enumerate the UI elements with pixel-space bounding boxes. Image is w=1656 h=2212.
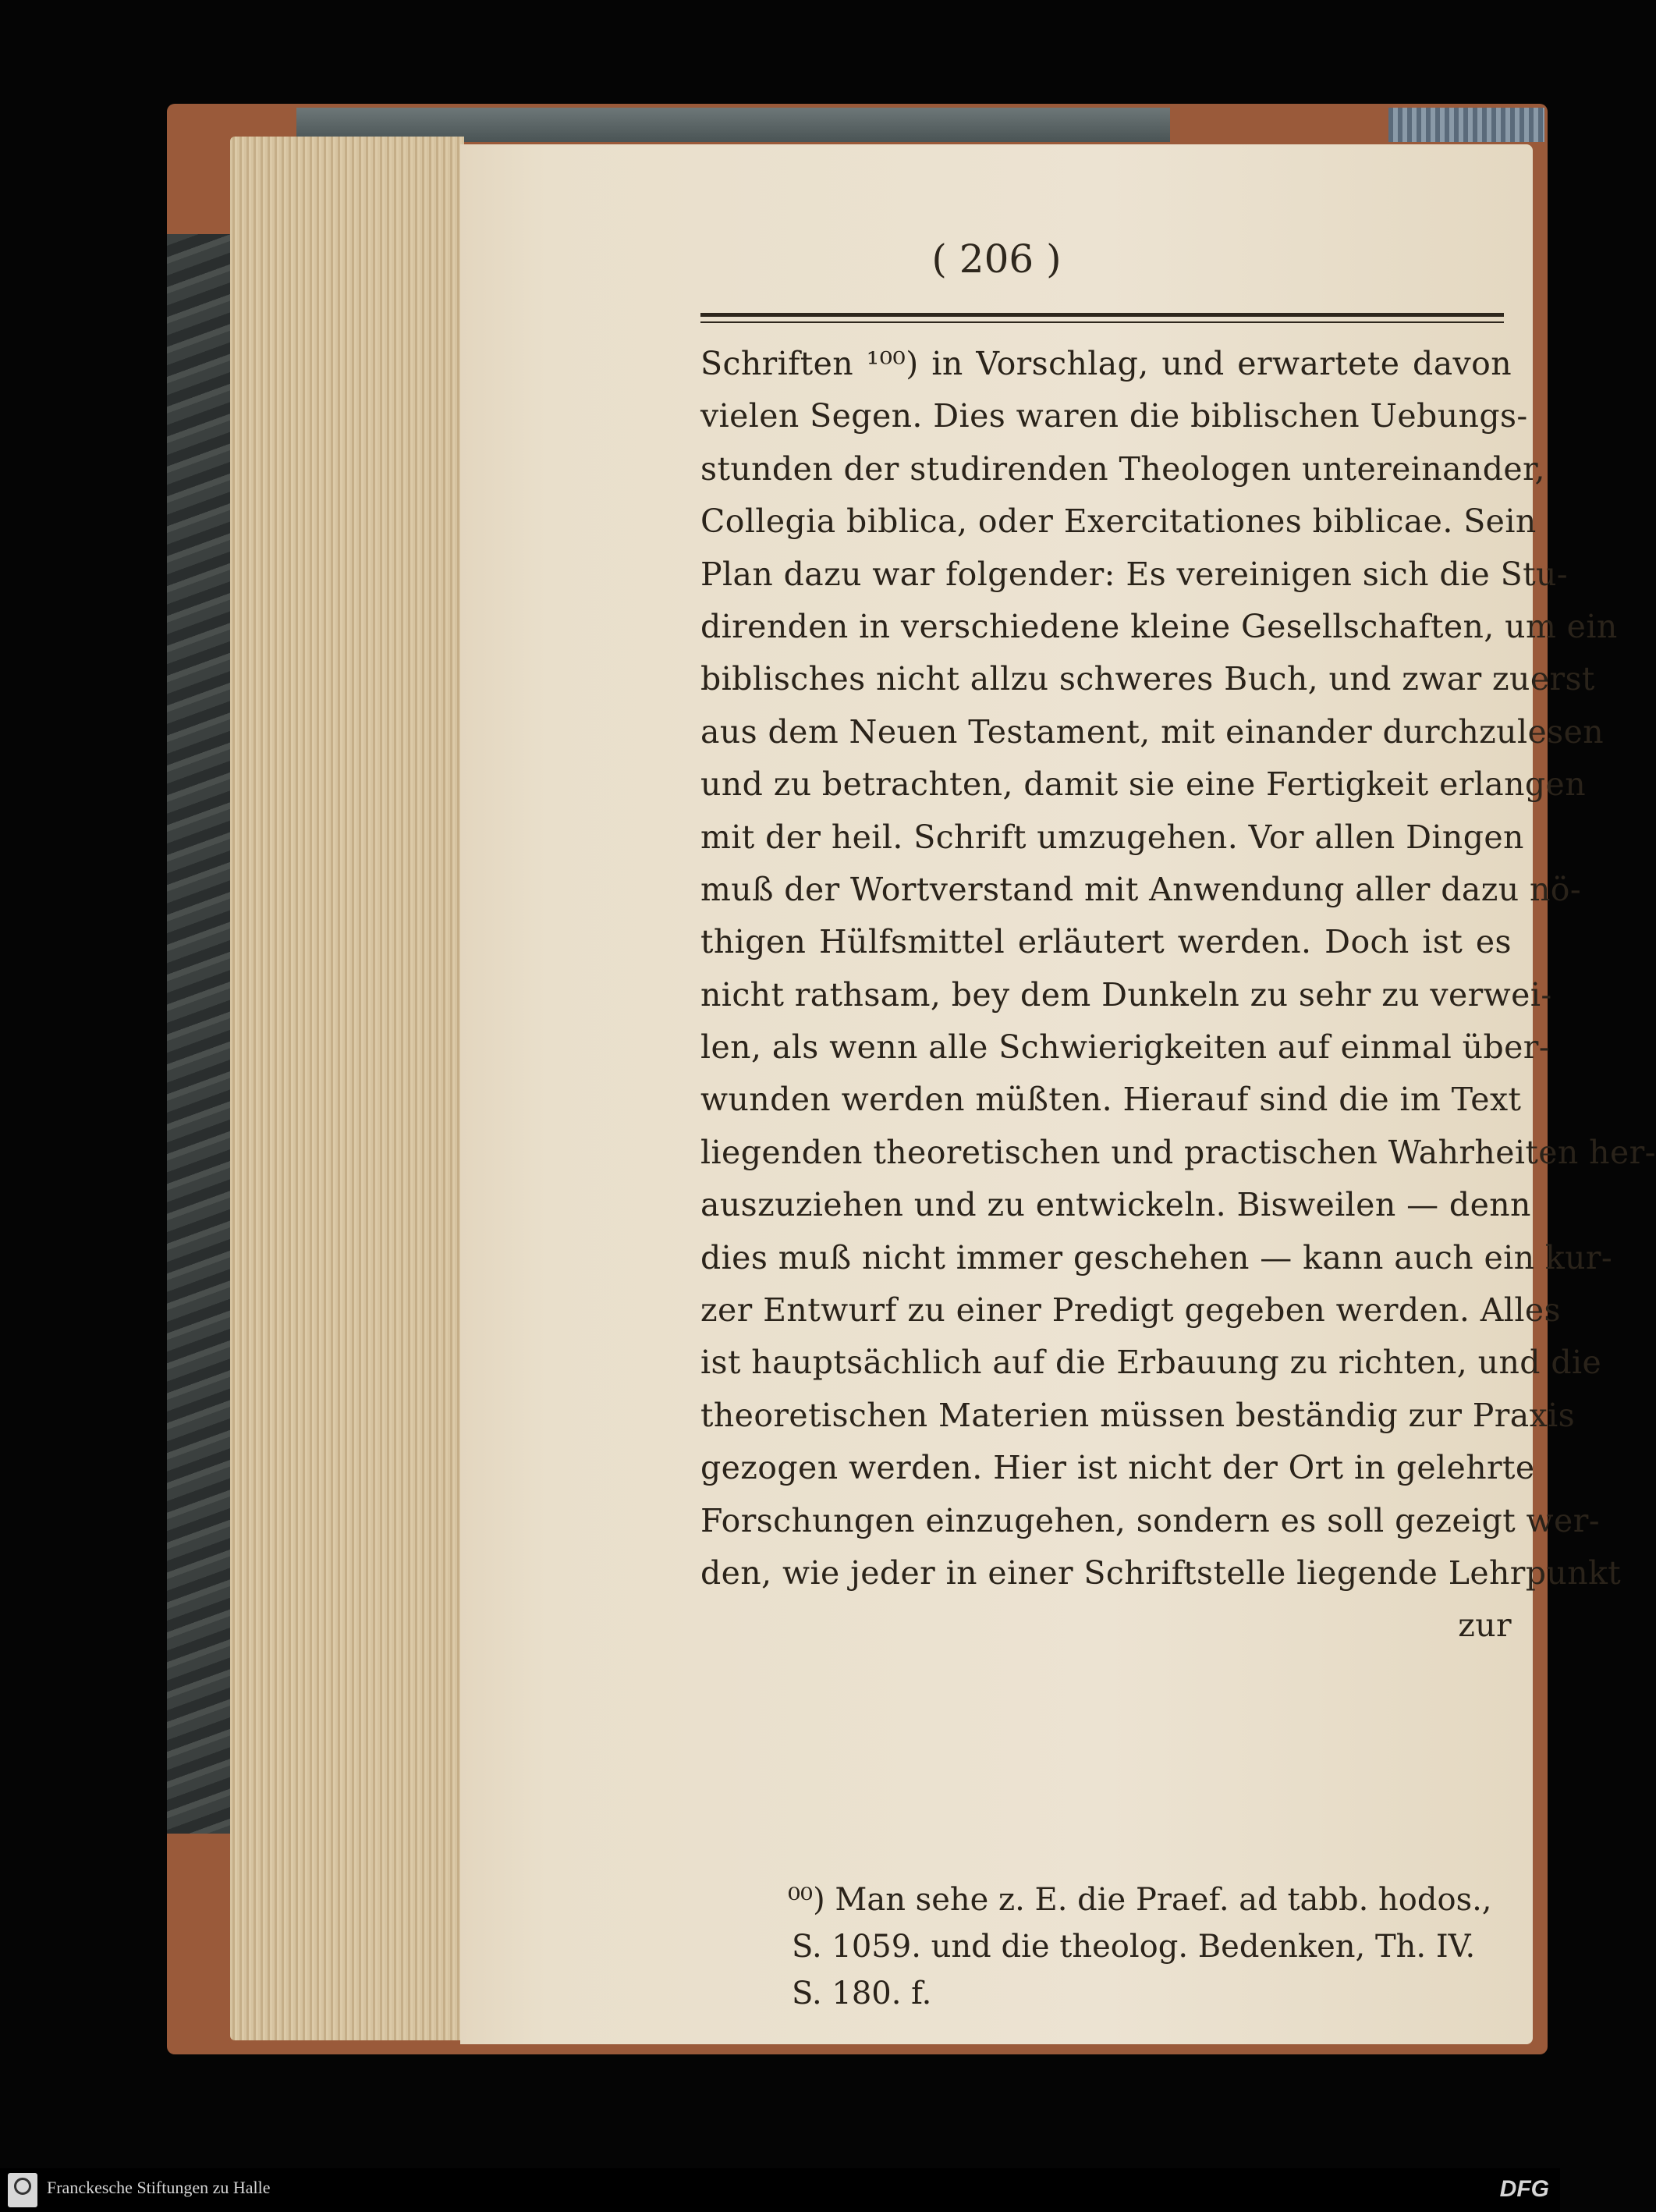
headband bbox=[1388, 108, 1544, 142]
text-line: auszuziehen und zu entwickeln. Bisweilen — denn bbox=[700, 1186, 1531, 1224]
text-line: den, wie jeder in einer Schriftstelle liegende Lehrpunkt bbox=[700, 1553, 1622, 1592]
page-edges bbox=[230, 137, 464, 2040]
institution-logo-icon bbox=[8, 2173, 37, 2207]
text-line: wunden werden müßten. Hierauf sind die im Text bbox=[700, 1081, 1522, 1119]
footnote-line: ⁰⁰) Man sehe z. E. die Praef. ad tabb. hodos., bbox=[788, 1882, 1492, 1918]
text-line: Collegia biblica, oder Exercitationes biblicae. Sein bbox=[700, 502, 1537, 541]
dfg-logo: DFG bbox=[1499, 2176, 1549, 2202]
text-line: vielen Segen. Dies waren die biblischen Uebungs- bbox=[700, 397, 1528, 435]
footnote-line: S. 180. f. bbox=[792, 1976, 932, 2011]
text-line: gezogen werden. Hier ist nicht der Ort in gelehrte bbox=[700, 1449, 1535, 1487]
text-line: direnden in verschiedene kleine Gesellschaften, um ein bbox=[700, 607, 1618, 645]
text-line: und zu betrachten, damit sie eine Fertigkeit erlangen bbox=[700, 765, 1587, 804]
text-line: muß der Wortverstand mit Anwendung aller dazu nö- bbox=[700, 870, 1582, 908]
body-text bbox=[700, 338, 1656, 1653]
text-line: stunden der studirenden Theologen untereinander, bbox=[700, 449, 1545, 488]
text-line: thigen Hülfsmittel erläutert werden. Doch ist es bbox=[700, 923, 1512, 961]
text-line: biblisches nicht allzu schweres Buch, und zwar zuerst bbox=[700, 660, 1595, 698]
text-line: mit der heil. Schrift umzugehen. Vor allen Dingen bbox=[700, 818, 1524, 856]
text-line: Schriften ¹⁰⁰) in Vorschlag, und erwartete davon bbox=[700, 345, 1512, 382]
text-line: zer Entwurf zu einer Predigt gegeben werden. Alles bbox=[700, 1291, 1561, 1330]
footnote-line: S. 1059. und die theolog. Bedenken, Th. IV. bbox=[792, 1929, 1476, 1965]
book-page bbox=[460, 144, 1656, 2044]
header-rule-thin bbox=[700, 321, 1504, 323]
catchword: zur bbox=[1458, 1607, 1512, 1645]
footnotes bbox=[788, 1876, 1513, 2017]
text-line: Forschungen einzugehen, sondern es soll gezeigt wer- bbox=[700, 1501, 1600, 1539]
text-line: liegenden theoretischen und practischen Wahrheiten her- bbox=[700, 1133, 1656, 1171]
header-rule bbox=[700, 313, 1504, 317]
text-line: dies muß nicht immer geschehen — kann auch ein kur- bbox=[700, 1238, 1613, 1276]
text-line: aus dem Neuen Testament, mit einander durchzulesen bbox=[700, 712, 1605, 751]
text-line: theoretischen Materien müssen beständig zur Praxis bbox=[700, 1396, 1576, 1434]
text-line: ist hauptsächlich auf die Erbauung zu richten, und die bbox=[700, 1344, 1602, 1382]
text-line: Plan dazu war folgender: Es vereinigen sich die Stu- bbox=[700, 555, 1569, 593]
page-number: ( 206 ) bbox=[931, 236, 1062, 282]
text-line: nicht rathsam, bey dem Dunkeln zu sehr zu verwei- bbox=[700, 975, 1552, 1014]
text-line: len, als wenn alle Schwierigkeiten auf einmal über- bbox=[700, 1028, 1551, 1067]
institution-name: Franckesche Stiftungen zu Halle bbox=[47, 2178, 271, 2197]
footer-bar bbox=[0, 2168, 1560, 2212]
